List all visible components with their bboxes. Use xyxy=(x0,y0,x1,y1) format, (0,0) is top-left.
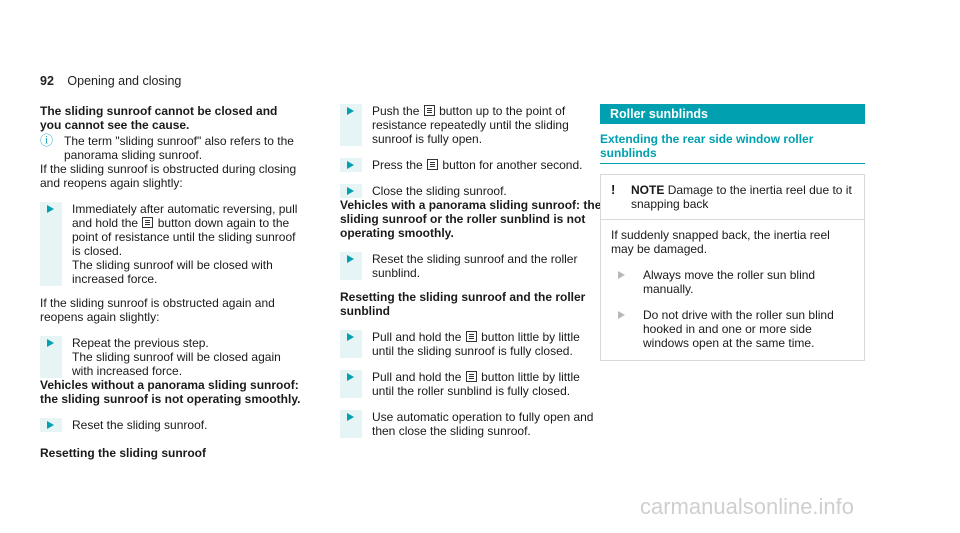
arrow-icon xyxy=(47,421,54,429)
step-item: Pull and hold the button little by little until the sliding sunroof is fully closed. xyxy=(340,330,602,358)
note-body: If suddenly snapped back, the inertia reel may be damaged. xyxy=(611,228,830,256)
section-title: Opening and closing xyxy=(67,74,182,88)
heading-vehicles-without: Vehicles without a panorama sliding sunroof: the sliding sunroof is not operating smoothly. xyxy=(40,378,301,406)
step-item xyxy=(611,268,854,296)
step-text: Reset the sliding sunroof and the roller sunblind. xyxy=(372,252,578,280)
step-text: Close the sliding sunroof. xyxy=(372,184,507,198)
column-middle xyxy=(340,104,602,438)
subsection-heading: Extending the rear side window roller sunblinds xyxy=(600,132,865,164)
step-result: The sliding sunroof will be closed with increased force. xyxy=(72,258,273,286)
step-text: Use automatic operation to fully open and then close the sliding sunroof. xyxy=(372,410,594,438)
step-item: Press the button for another second. xyxy=(340,158,602,172)
step-item xyxy=(340,184,602,198)
watermark: carmanualsonline.info xyxy=(640,494,855,519)
column-left xyxy=(40,104,302,460)
arrow-icon xyxy=(347,107,354,115)
step-text: Reset the sliding sunroof. xyxy=(72,418,208,432)
step-result: The sliding sunroof will be closed again with increased force. xyxy=(72,350,281,378)
info-icon: ⓘ xyxy=(40,133,54,148)
sunroof-button-icon xyxy=(424,105,435,116)
sunroof-button-icon xyxy=(466,331,477,342)
arrow-icon xyxy=(47,205,54,213)
arrow-icon xyxy=(618,311,625,319)
step-item xyxy=(611,308,854,350)
column-right xyxy=(600,104,865,361)
arrow-icon xyxy=(347,161,354,169)
info-note-text: The term "sliding sunroof" also refers to the panorama sliding sunroof. xyxy=(64,134,294,162)
step-item xyxy=(40,418,302,432)
step-item xyxy=(340,410,602,438)
step-text: Repeat the previous step. xyxy=(72,336,209,350)
heading-vehicles-with: Vehicles with a panorama sliding sunroof: the sliding sunroof or the roller sunblind is not operating smoothly. xyxy=(340,198,602,240)
note-box xyxy=(600,174,865,361)
arrow-icon xyxy=(347,413,354,421)
arrow-icon xyxy=(347,333,354,341)
step-item: Pull and hold the button little by little until the roller sunblind is fully closed. xyxy=(340,370,602,398)
sunroof-button-icon xyxy=(142,217,153,228)
note-text: Damage to the inertia reel due to it snapping back xyxy=(631,183,852,211)
paragraph-obstructed: If the sliding sunroof is obstructed during closing and reopens again slightly: xyxy=(40,162,297,190)
arrow-icon xyxy=(347,255,354,263)
sunroof-button-icon xyxy=(427,159,438,170)
step-text: Do not drive with the roller sun blind hooked in and one or more side windows open at the same time. xyxy=(643,308,834,350)
arrow-icon xyxy=(347,187,354,195)
note-label: NOTE xyxy=(631,183,665,197)
section-banner: Roller sunblinds xyxy=(600,104,865,124)
heading-resetting: Resetting the sliding sunroof xyxy=(40,446,207,460)
step-item: Immediately after automatic reversing, pull and hold the button down again to the point of resistance until the sliding sunroof is closed. The sliding sunroof will be closed with increased force. xyxy=(40,202,302,286)
heading-cannot-close: The sliding sunroof cannot be closed and you cannot see the cause. xyxy=(40,104,278,132)
step-text: Always move the roller sun blind manually. xyxy=(643,268,816,296)
step-item: Push the button up to the point of resistance repeatedly until the sliding sunroof is fully open. xyxy=(340,104,602,146)
arrow-icon xyxy=(47,339,54,347)
step-item xyxy=(40,336,302,378)
paragraph-obstructed-again: If the sliding sunroof is obstructed again and reopens again slightly: xyxy=(40,296,275,324)
info-note xyxy=(40,134,302,162)
arrow-icon xyxy=(618,271,625,279)
step-text: Immediately after automatic reversing, pull and hold the xyxy=(72,202,298,230)
step-item xyxy=(340,252,602,280)
heading-resetting-both: Resetting the sliding sunroof and the roller sunblind xyxy=(340,290,586,318)
page-number: 92 xyxy=(40,74,54,88)
page-header xyxy=(40,74,181,88)
warning-icon: ! xyxy=(611,182,616,197)
arrow-icon xyxy=(347,373,354,381)
sunroof-button-icon xyxy=(466,371,477,382)
